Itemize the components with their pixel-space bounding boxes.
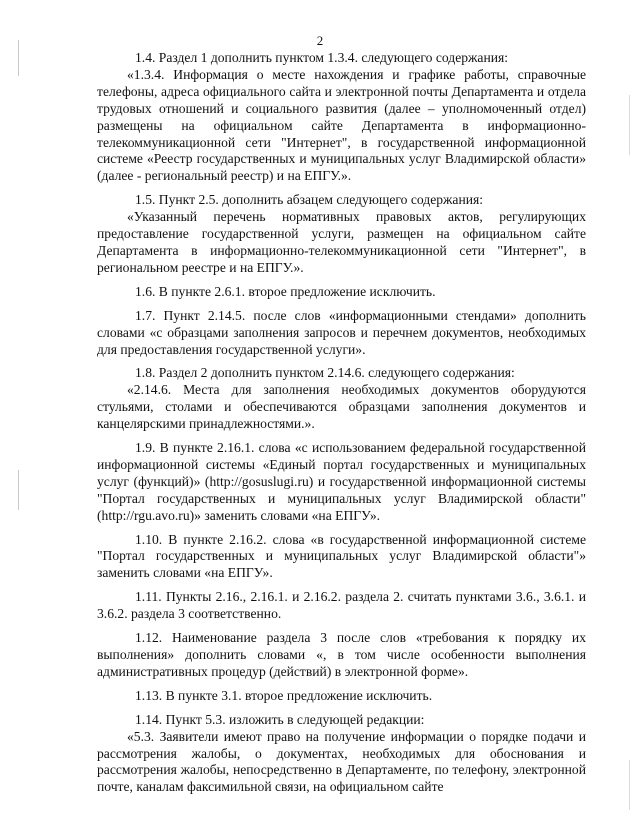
paragraph-1-3-4-text: «1.3.4. Информация о месте нахождения и графике работы, справочные телефоны, адреса официального сайта и электронной почты Департамента и отдела трудовых отношений и социального развития (далее – уполномоченный отдел) размещены на официальном сайте Департамента в информационно-телекоммуникационной сети "Интернет", в государственной информационной системе «Реестр государственных и муниципальных услуг Владимирской области» (далее - региональный реестр) и на ЕПГУ.». [97,66,586,184]
paragraph-1-12: 1.12. Наименование раздела 3 после слов «требования к порядку их выполнения» дополнить словами «, в том числе особенности выполнения административных процедур (действий) в электронной форме». [97,630,586,679]
paragraph-1-6: 1.6. В пункте 2.6.1. второе предложение исключить. [135,283,436,299]
paragraph-1-14: 1.14. Пункт 5.3. изложить в следующей редакции: [135,711,425,727]
scan-edge-mark [629,760,630,810]
paragraph-1-7: 1.7. Пункт 2.14.5. после слов «информационными стендами» дополнить словами «с образцами заполнения запросов и перечнем документов, необходимых для предоставления государственной услуги». [97,307,586,357]
paragraph-2-5-text: «Указанный перечень нормативных правовых актов, регулирующих предоставление государственной услуги, размещен на официальном сайте Департамента в информационно-телекоммуникационной сети "Интернет", в региональном реестре и на ЕПГУ.». [97,209,586,275]
paragraph-5-3-text: «5.3. Заявители имеют право на получение информации о порядке подачи и рассмотрения жалобы, о документах, необходимых для обоснования и рассмотрения жалобы, непосредственно в Департаменте, по телефону, электронной почте, каналам факсимильной связи, на официальном сайте [97,728,586,795]
paragraph-1-11: 1.11. Пункты 2.16., 2.16.1. и 2.16.2. раздела 2. считать пунктами 3.6., 3.6.1. и 3.6.2. раздела 3 соответственно. [97,589,586,622]
paragraph-1-9: 1.9. В пункте 2.16.1. слова «с использованием федеральной государственной информационной системы «Единый портал государственных и муниципальных услуг (функций)» (http://gosuslugi.ru) и государственной информационной системы "Портал государственных и муниципальных услуг Владимирской области" (http://rgu.avo.ru)» заменить словами «на ЕПГУ». [97,440,586,523]
scan-edge-mark [629,95,630,155]
scan-edge-mark [18,470,19,510]
page-number: 2 [316,33,324,48]
paragraph-1-13: 1.13. В пункте 3.1. второе предложение исключить. [135,687,433,703]
paragraph-1-10: 1.10. В пункте 2.16.2. слова «в государственной информационной системе "Портал государственных и муниципальных услуг Владимирской области"» заменить словами «на ЕПГУ». [97,531,586,581]
paragraph-1-8: 1.8. Раздел 2 дополнить пунктом 2.14.6. следующего содержания: [135,365,515,381]
document-body [97,50,586,796]
paragraph-1-5: 1.5. Пункт 2.5. дополнить абзацем следующего содержания: [135,192,484,208]
paragraph-1-4: 1.4. Раздел 1 дополнить пунктом 1.3.4. следующего содержания: [135,50,509,65]
paragraph-2-14-6-text: «2.14.6. Места для заполнения необходимых документов оборудуются стульями, столами и обеспечиваются образцами заполнения документов и канцелярскими принадлежностями.». [97,382,586,432]
